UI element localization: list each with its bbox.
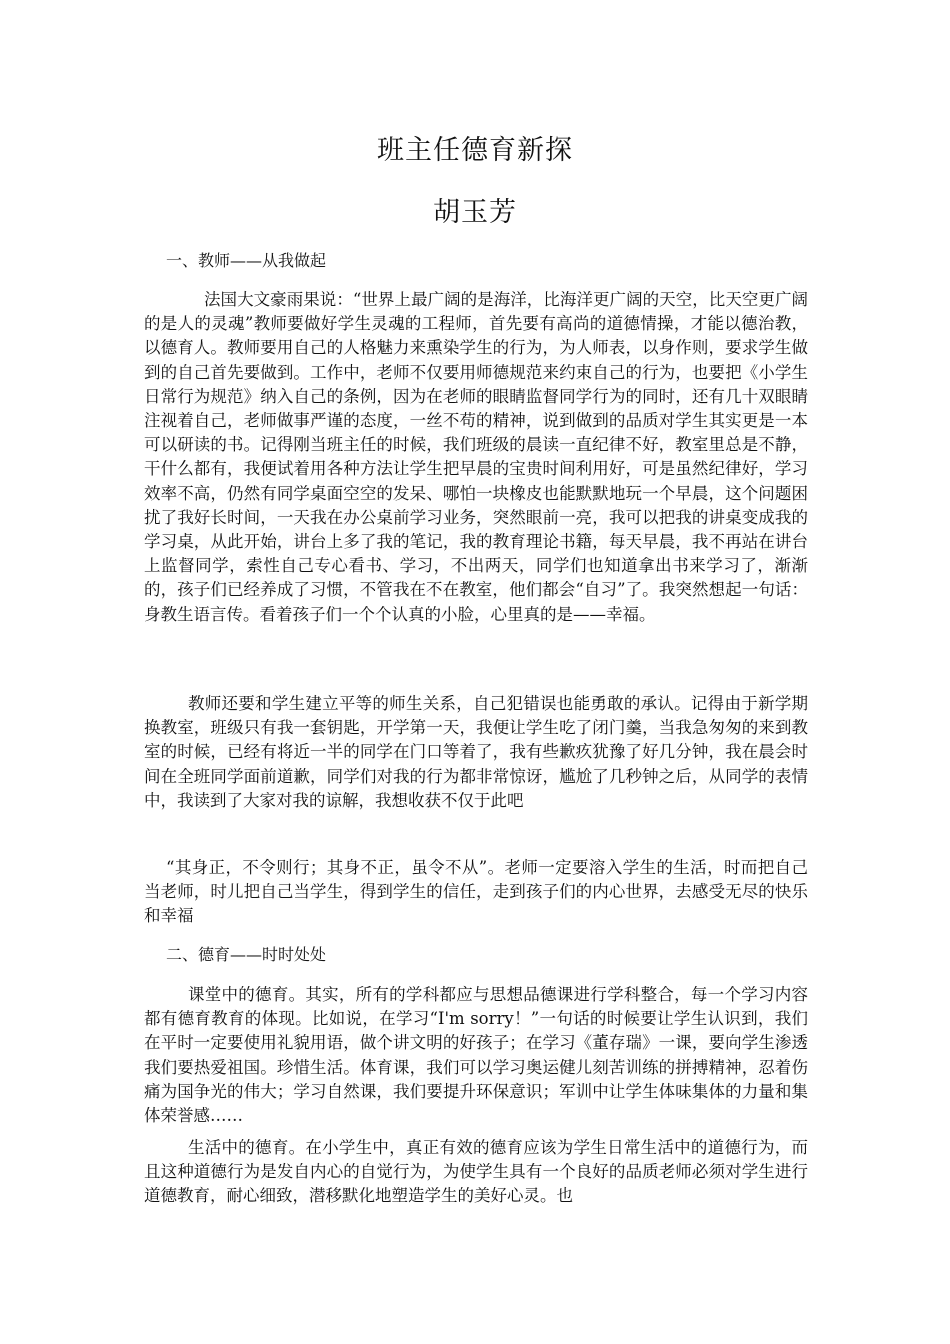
paragraph-5: 生活中的德育。在小学生中，真正有效的德育应该为学生日常生活中的道德行为，而且这种道德行为是发自内心的自觉行为，为使学生具有一个良好的品质老师必须对学生进行道德教育，耐心细致，潜移默化地塑造学生的美好心灵。也: [144, 1138, 808, 1206]
paragraph-1: 法国大文豪雨果说：“世界上最广阔的是海洋，比海洋更广阔的天空，比天空更广阔的是人的灵魂”教师要做好学生灵魂的工程师，首先要有高尚的道德情操，才能以德治教，以德育人。教师要用自己的人格魅力来熏染学生的行为，为人师表，以身作则，要求学生做到的自己首先要做到。工作中，老师不仅要用师德规范来约束自己的行为，也要把《小学生日常行为规范》纳入自己的条例，因为在老师的眼睛监督同学行为的同时，还有几十双眼睛注视着自己，老师做事严谨的态度，一丝不苟的精神，说到做到的品质对学生其实更是一本可以研读的书。记得刚当班主任的时候，我们班级的晨读一直纪律不好，教室里总是不静，干什么都有，我便试着用各种方法让学生把早晨的宝贵时间利用好，可是虽然纪律好，学习效率不高，仍然有同学桌面空空的发呆、哪怕一块橡皮也能默默地玩一个早晨，这个问题困扰了我好长时间，一天我在办公桌前学习业务，突然眼前一亮，我可以把我的讲桌变成我的学习桌，从此开始，讲台上多了我的笔记，我的教育理论书籍，每天早晨，我不再站在讲台上监督同学，索性自己专心看书、学习，不出两天，同学们也知道拿出书来学习了，渐渐的，孩子们已经养成了习惯，不管我在不在教室，他们都会“自习”了。我突然想起一句话：身教生语言传。看着孩子们一个个认真的小脸，心里真的是——幸福。: [144, 290, 808, 624]
paragraph-4: 课堂中的德育。其实，所有的学科都应与思想品德课进行学科整合，每一个学习内容都有德育教育的体现。比如说，在学习“I'm sorry！”一句话的时候要让学生认识到，我们在平时一定要使用礼貌用语，做个讲文明的好孩子；在学习《董存瑞》一课，要向学生渗透我们要热爱祖国。珍惜生活。体育课，我们可以学习奥运健儿刻苦训练的拼搏精神，忍着伤痛为国争光的伟大；学习自然课，我们要提升环保意识；军训中让学生体味集体的力量和集体荣誉感……: [144, 985, 808, 1126]
document-title: 班主任德育新探: [377, 135, 573, 166]
paragraph-2: 教师还要和学生建立平等的师生关系，自己犯错误也能勇敢的承认。记得由于新学期换教室，班级只有我一套钥匙，开学第一天，我便让学生吃了闭门羹，当我急匆匆的来到教室的时候，已经有将近一半的同学在门口等着了，我有些歉疚犹豫了好几分钟，我在晨会时间在全班同学面前道歉，同学们对我的行为都非常惊讶，尴尬了几秒钟之后，从同学的表情中，我读到了大家对我的谅解，我想收获不仅于此吧: [144, 694, 808, 810]
section-heading-2: 二、德育——时时处处: [166, 945, 327, 964]
author-name: 胡玉芳: [433, 197, 517, 228]
paragraph-3: “其身正，不令则行；其身不正，虽令不从”。老师一定要溶入学生的生活，时而把自己当老师，时儿把自己当学生，得到学生的信任，走到孩子们的内心世界，去感受无尽的快乐和幸福: [144, 858, 808, 926]
section-heading-1: 一、教师——从我做起: [166, 251, 327, 270]
